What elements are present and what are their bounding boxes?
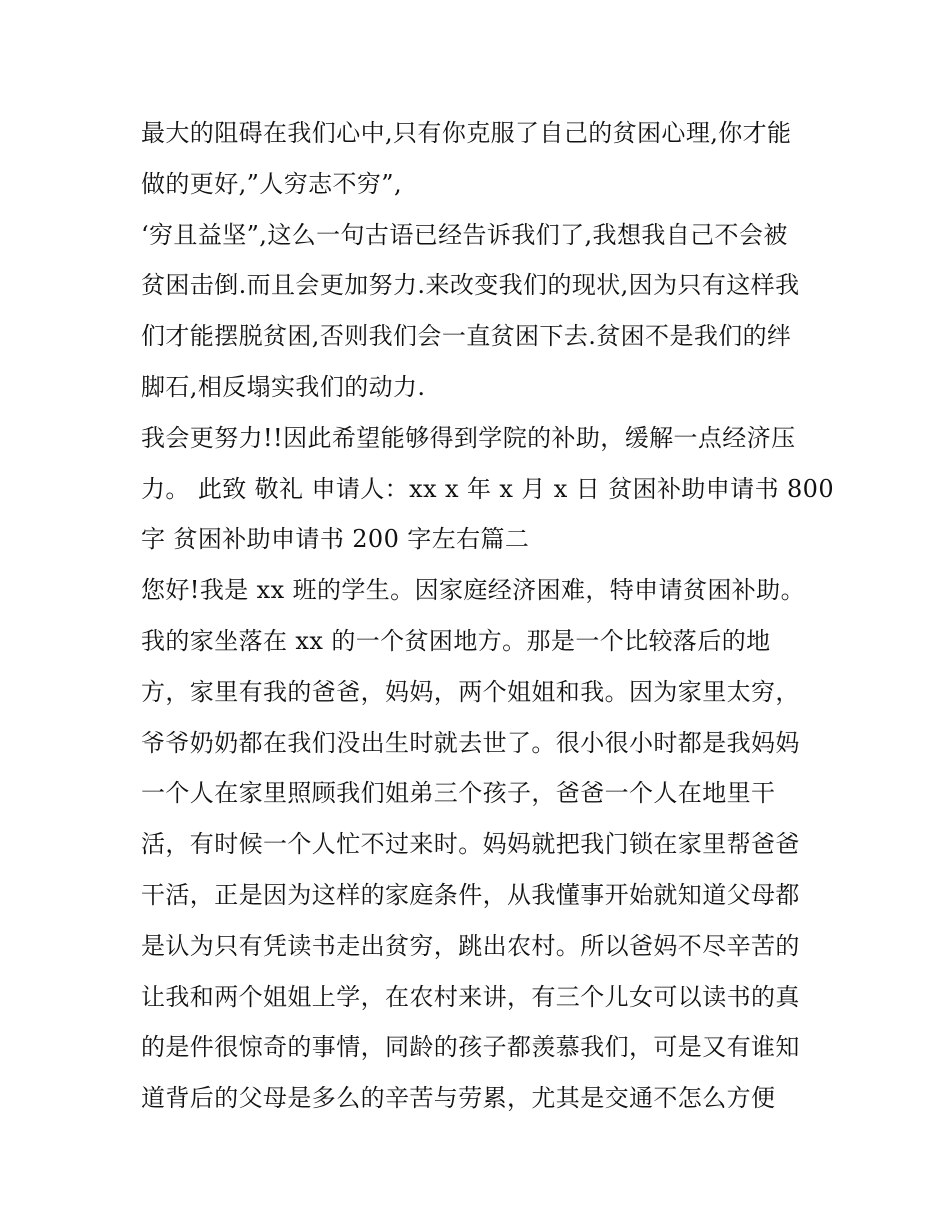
text-line: 们才能摆脱贫困,否则我们会一直贫困下去.贫困不是我们的绊 [141,322,792,351]
text-line: 是认为只有凭读书走出贫穷，跳出农村。所以爸妈不尽辛苦的 [141,931,800,960]
text-line: 力。 此致 敬礼 申请人：xx x 年 x 月 x 日 贫困补助申请书 800 [141,474,835,503]
text-line: 让我和两个姐姐上学，在农村来讲，有三个儿女可以读书的真 [141,982,800,1011]
text-line: 贫困击倒.而且会更加努力.来改变我们的现状,因为只有这样我 [141,271,800,300]
text-line: 方，家里有我的爸爸，妈妈，两个姐姐和我。因为家里太穷， [141,677,800,706]
text-line: 做的更好,”人穷志不穷”, [141,169,402,198]
text-line: 道背后的父母是多么的辛苦与劳累，尤其是交通不怎么方便 [141,1084,776,1113]
text-line: 字 贫困补助申请书 200 字左右篇二 [141,525,530,554]
document-body [141,108,835,1124]
text-line: 我会更努力!!因此希望能够得到学院的补助，缓解一点经济压 [141,423,796,452]
text-line: 您好!我是 xx 班的学生。因家庭经济困难，特申请贫困补助。 [141,576,805,605]
text-line: 脚石,相反塌实我们的动力. [141,372,426,401]
text-line: 爷爷奶奶都在我们没出生时就去世了。很小很小时都是我妈妈 [141,728,800,757]
text-line: 一个人在家里照顾我们姐弟三个孩子，爸爸一个人在地里干 [141,779,776,808]
text-line: 活，有时候一个人忙不过来时。妈妈就把我门锁在家里帮爸爸 [141,830,800,859]
text-line: 干活，正是因为这样的家庭条件，从我懂事开始就知道父母都 [141,880,800,909]
text-line: 最大的阻碍在我们心中,只有你克服了自己的贫困心理,你才能 [141,119,792,147]
text-line: 我的家坐落在 xx 的一个贫困地方。那是一个比较落后的地 [141,626,771,655]
text-line: ‘穷且益坚”,这么一句古语已经告诉我们了,我想我自己不会被 [141,220,788,249]
text-line: 的是件很惊奇的事情，同龄的孩子都羡慕我们，可是又有谁知 [141,1033,800,1062]
